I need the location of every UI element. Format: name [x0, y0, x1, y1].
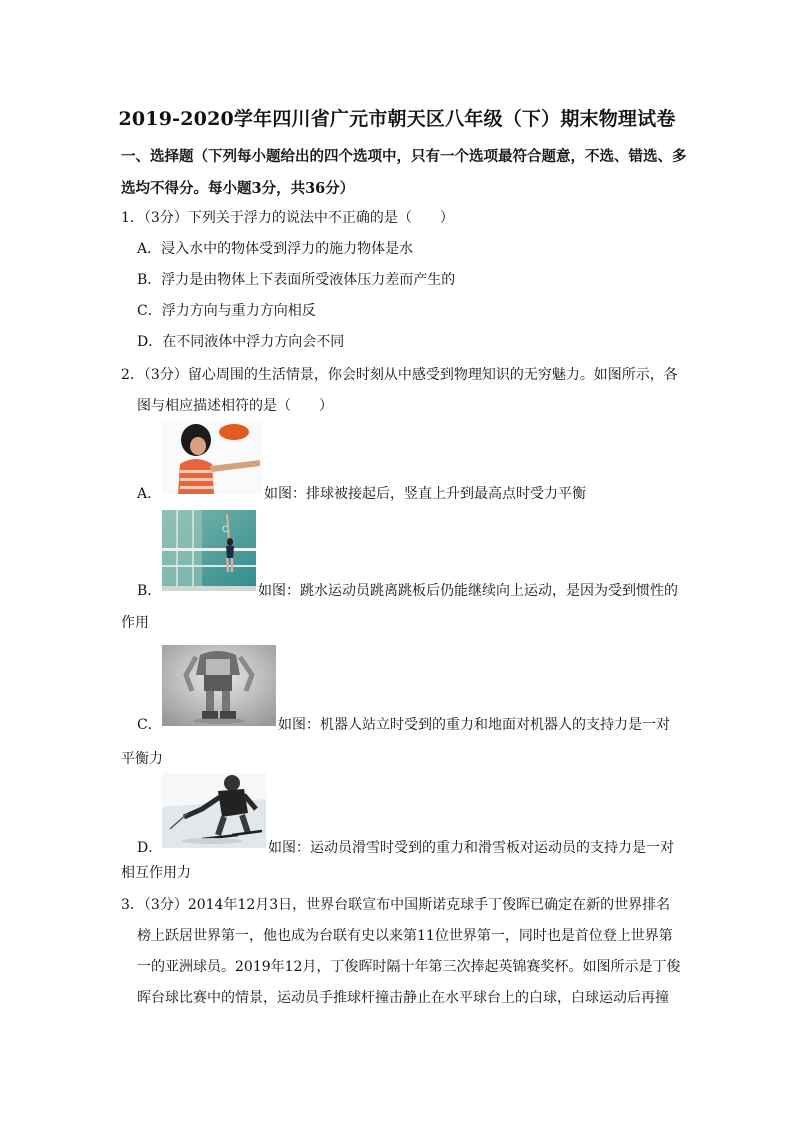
question-1-option-b: B．浮力是由物体上下表面所受液体压力差而产生的 [137, 272, 456, 288]
question-1-option-c: C．浮力方向与重力方向相反 [137, 303, 316, 319]
page-title: 2019-2020学年四川省广元市朝天区八年级（下）期末物理试卷 [118, 108, 676, 130]
question-2-option-d-text-cont: 相互作用力 [121, 865, 191, 881]
question-2-option-c-text: 如图：机器人站立时受到的重力和地面对机器人的支持力是一对 [278, 717, 670, 733]
diving-photo [162, 510, 256, 591]
question-2-option-d-text: 如图：运动员滑雪时受到的重力和滑雪板对运动员的支持力是一对 [268, 840, 674, 856]
question-2-option-a-text: 如图：排球被接起后，竖直上升到最高点时受力平衡 [264, 486, 586, 502]
question-1-option-d: D．在不同液体中浮力方向会不同 [137, 334, 345, 350]
question-3-line3: 一的亚洲球员。2019年12月，丁俊晖时隔十年第三次捧起英锦赛奖杯。如图所示是丁俊 [137, 959, 681, 975]
question-2-option-d-letter: D． [137, 840, 163, 856]
question-3-line1: 3．（3分）2014年12月3日，世界台联宣布中国斯诺克球手丁俊晖已确定在新的世界排名 [121, 897, 671, 913]
question-3-line2: 榜上跃居世界第一，他也成为台联有史以来第11位世界第一，同时也是首位登上世界第 [137, 928, 673, 944]
question-2-option-b-text: 如图：跳水运动员跳离跳板后仍能继续向上运动，是因为受到惯性的 [258, 583, 678, 599]
skiing-photo [162, 773, 266, 848]
volleyball-photo [162, 420, 262, 494]
svg-text:C: C [222, 525, 229, 535]
question-2-option-a-letter: A． [137, 486, 162, 502]
robot-photo [162, 645, 276, 726]
question-2-option-c-letter: C． [137, 717, 162, 733]
section-heading-line1: 一、选择题（下列每小题给出的四个选项中，只有一个选项最符合题意，不选、错选、多 [121, 148, 687, 165]
question-2-option-b-letter: B． [137, 583, 162, 599]
question-2-stem-line2: 图与相应描述相符的是（ ） [137, 398, 333, 414]
question-1-stem: 1．（3分）下列关于浮力的说法中不正确的是（ ） [121, 210, 454, 226]
question-1-option-a: A．浸入水中的物体受到浮力的施力物体是水 [137, 241, 414, 257]
question-2-option-c-text-cont: 平衡力 [121, 751, 163, 767]
question-2-stem-line1: 2．（3分）留心周围的生活情景，你会时刻从中感受到物理知识的无穷魅力。如图所示，各 [121, 367, 678, 383]
question-3-line4: 晖台球比赛中的情景，运动员手推球杆撞击静止在水平球台上的白球，白球运动后再撞 [137, 990, 669, 1006]
section-heading-line2: 选均不得分。每小题3分，共36分） [121, 180, 355, 197]
question-2-option-b-text-cont: 作用 [121, 615, 149, 631]
